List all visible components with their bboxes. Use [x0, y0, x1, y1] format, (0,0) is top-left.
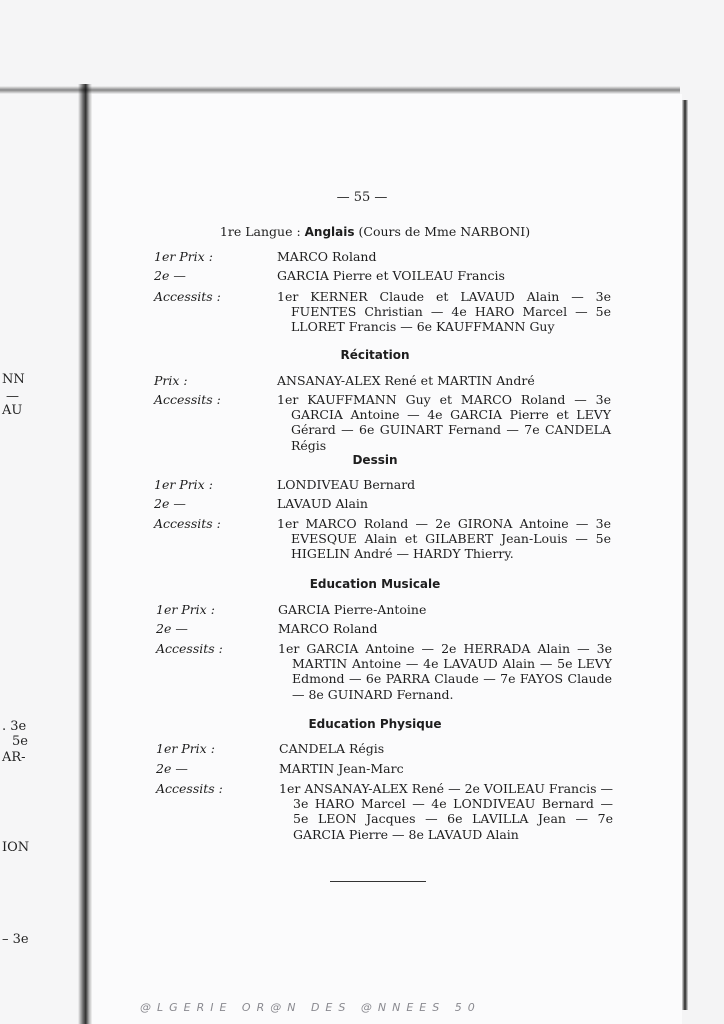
left-page-fragment: AU	[2, 403, 23, 418]
accessits-list: 1er MARCO Roland — 2e GIRONA Antoine — 3e EVESQUE Alain et GILABERT Jean-Louis — 5e HIGELIN André — HARDY Thierry.	[277, 516, 611, 562]
scan-background	[0, 0, 724, 90]
section-heading	[0, 224, 724, 239]
left-page-fragment: 5e	[12, 734, 28, 749]
award-label: 1er Prix :	[156, 602, 215, 617]
accessits-list: 1er KAUFFMANN Guy et MARCO Roland — 3e GARCIA Antoine — 4e GARCIA Pierre et LEVY Gérard — 6e GUINART Fernand — 7e CANDELA Régis	[277, 392, 611, 453]
section-heading: Education Musicale	[309, 577, 441, 591]
accessits-list: 1er KERNER Claude et LAVAUD Alain — 3e FUENTES Christian — 4e HARO Marcel — 5e LLORET Francis — 6e KAUFFMANN Guy	[277, 289, 611, 335]
section-heading: Education Physique	[308, 717, 442, 731]
award-label: Prix :	[154, 373, 188, 388]
page-top-edge	[0, 86, 680, 94]
award-label: Accessits :	[154, 289, 221, 304]
left-page-fragment: —	[6, 389, 19, 404]
award-label: Accessits :	[154, 516, 221, 531]
accessits-list: 1er GARCIA Antoine — 2e HERRADA Alain — 3e MARTIN Antoine — 4e LAVAUD Alain — 5e LEVY Edmond — 6e PARRA Claude — 7e FAYOS Claude — 8e GUINARD Fernand.	[278, 641, 612, 702]
award-label: 1er Prix :	[156, 741, 215, 756]
award-label: 2e —	[156, 761, 188, 776]
left-page-fragment: . 3e	[2, 719, 27, 734]
section-heading: Dessin	[352, 453, 398, 467]
award-label: 1er Prix :	[154, 477, 213, 492]
left-page-fragment: AR-	[2, 750, 26, 765]
award-recipient: MARCO Roland	[278, 621, 378, 636]
award-recipient: ANSANAY-ALEX René et MARTIN André	[277, 373, 535, 388]
award-label: 2e —	[156, 621, 188, 636]
heading-subject: Anglais	[304, 225, 355, 239]
left-page-fragment: ION	[2, 840, 30, 855]
left-page-fragment: NN	[2, 372, 25, 387]
award-recipient: LAVAUD Alain	[277, 496, 368, 511]
watermark-footer: @LGERIE OR@N DES @NNEES 50	[140, 1001, 481, 1014]
award-label: Accessits :	[156, 781, 223, 796]
award-label: Accessits :	[154, 392, 221, 407]
award-recipient: GARCIA Pierre et VOILEAU Francis	[277, 268, 505, 283]
award-label: 2e —	[154, 496, 186, 511]
page-number: — 55 —	[336, 190, 388, 205]
end-rule	[330, 881, 426, 882]
award-recipient: GARCIA Pierre-Antoine	[278, 602, 427, 617]
heading-prefix: 1re Langue :	[219, 224, 305, 239]
section-heading: Récitation	[340, 348, 410, 362]
award-recipient: MARCO Roland	[277, 249, 377, 264]
left-page-fragment: – 3e	[2, 932, 29, 947]
award-recipient: MARTIN Jean-Marc	[279, 761, 404, 776]
award-recipient: CANDELA Régis	[279, 741, 385, 756]
award-label: 1er Prix :	[154, 249, 213, 264]
award-label: Accessits :	[156, 641, 223, 656]
award-label: 2e —	[154, 268, 186, 283]
award-recipient: LONDIVEAU Bernard	[277, 477, 416, 492]
accessits-list: 1er ANSANAY-ALEX René — 2e VOILEAU Francis — 3e HARO Marcel — 4e LONDIVEAU Bernard — 5e LEON Jacques — 6e LAVILLA Jean — 7e GARCIA Pierre — 8e LAVAUD Alain	[279, 781, 613, 842]
heading-suffix: (Cours de Mme NARBONI)	[354, 224, 531, 239]
